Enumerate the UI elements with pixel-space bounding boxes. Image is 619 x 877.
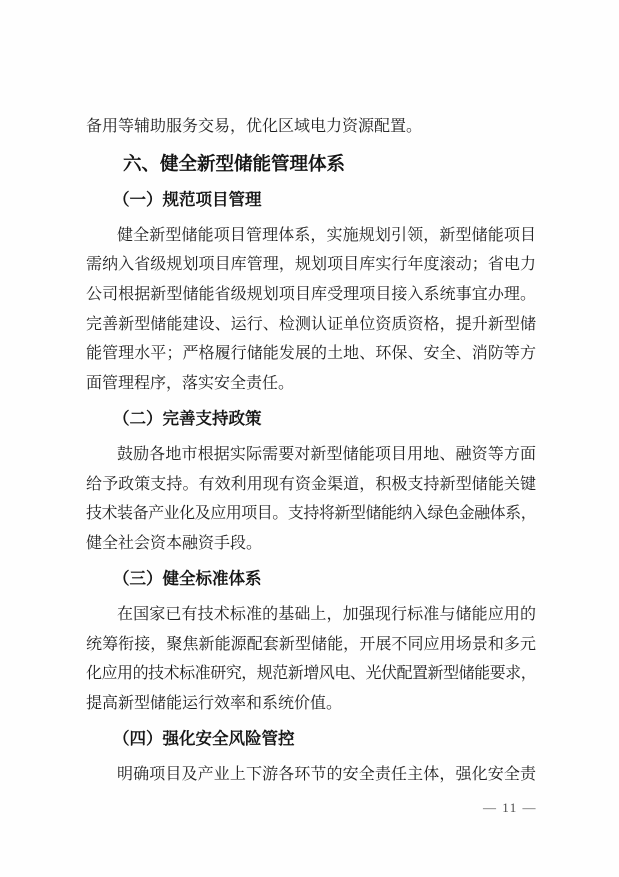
body-line: 需纳入省级规划项目库管理，规划项目库实行年度滚动；省电力 [86,256,536,274]
subsection-heading: （四）强化安全风险管控 [113,729,295,749]
body-line: 统筹衔接，聚焦新能源配套新型储能，开展不同应用场景和多元 [86,635,536,653]
document-content [86,112,536,789]
body-line: 提高新型储能运行效率和系统价值。 [86,694,343,712]
section-heading: 六、健全新型储能管理体系 [123,152,346,174]
page-number: — 11 — [482,800,537,815]
body-line: 完善新型储能建设、运行、检测认证单位资质资格，提升新型储 [86,315,536,333]
body-line: 健全新型储能项目管理体系，实施规划引领，新型储能项目 [117,226,536,244]
body-line: 明确项目及产业上下游各环节的安全责任主体，强化安全责 [117,765,536,783]
subsection-heading: （二）完善支持政策 [113,409,262,429]
body-line: 面管理程序，落实安全责任。 [86,374,295,392]
body-line: 鼓励各地市根据实际需要对新型储能项目用地、融资等方面 [117,445,536,463]
body-line: 健全社会资本融资手段。 [86,534,263,552]
body-line: 化应用的技术标准研究，规范新增风电、光伏配置新型储能要求， [86,665,536,683]
body-line: 备用等辅助服务交易，优化区域电力资源配置。 [86,118,423,135]
body-line: 公司根据新型储能省级规划项目库受理项目接入系统事宜办理。 [86,285,536,303]
subsection-heading: （一）规范项目管理 [113,190,262,210]
body-line: 在国家已有技术标准的基础上，加强现行标准与储能应用的 [117,605,536,623]
body-line: 能管理水平；严格履行储能发展的土地、环保、安全、消防等方 [86,345,536,363]
body-line: 给予政策支持。有效利用现有资金渠道，积极支持新型储能关键 [86,475,536,493]
subsection-heading: （三）健全标准体系 [113,569,262,589]
body-line: 技术装备产业化及应用项目。支持将新型储能纳入绿色金融体系， [86,505,536,523]
